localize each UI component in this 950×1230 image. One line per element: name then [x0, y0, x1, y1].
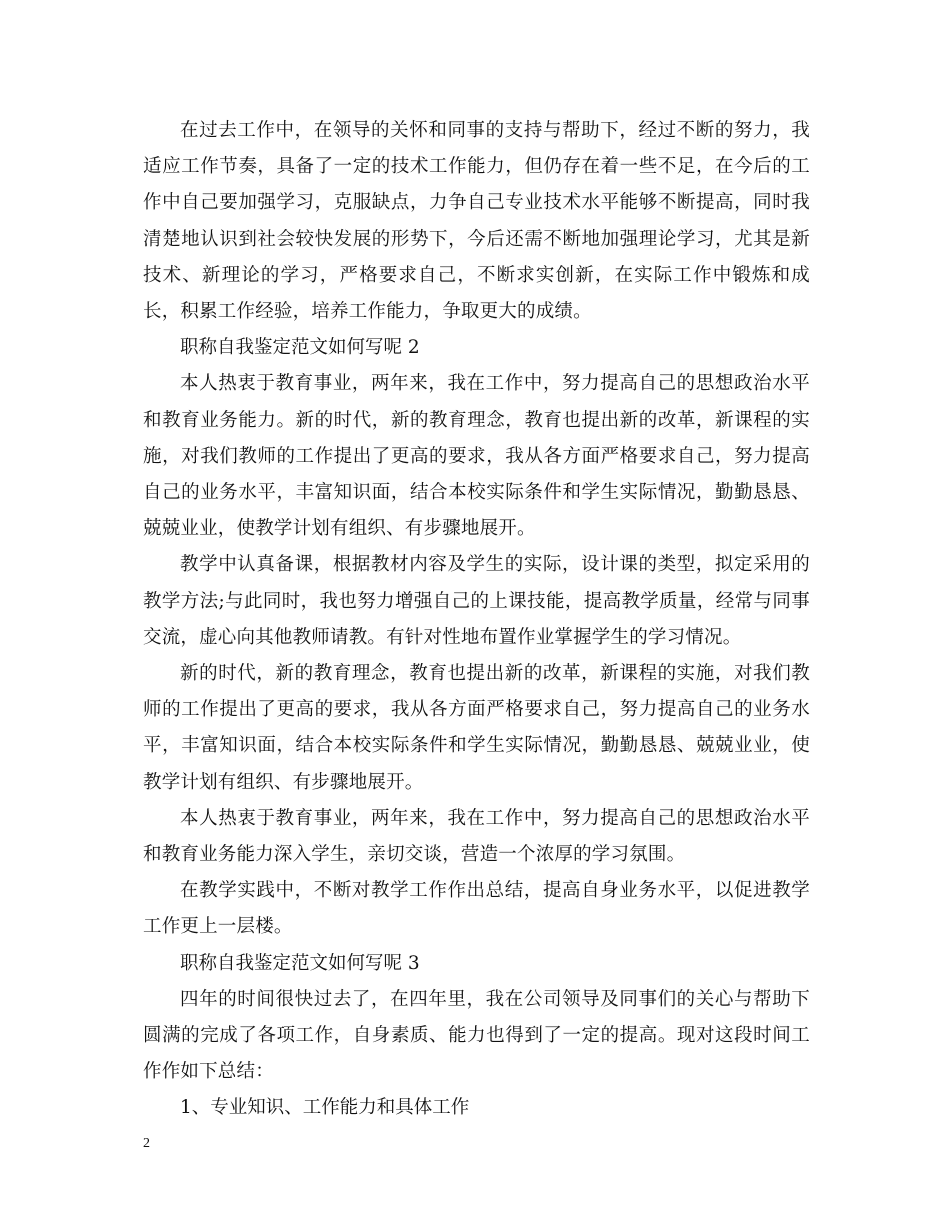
- section-heading: 职称自我鉴定范文如何写呢 2: [180, 337, 420, 359]
- paragraph: 新的时代，新的教育理念，教育也提出新的改革，新课程的实施，对我们教师的工作提出了更高的要求，我从各方面严格要求自己，努力提高自己的业务水平，丰富知识面，结合本校实际条件和学生实际情况，勤勤恳恳、兢兢业业，使教学计划有组织、有步骤地展开。: [143, 663, 810, 793]
- subsection-heading: 1、专业知识、工作能力和具体工作: [180, 1097, 470, 1119]
- page-number: 2: [143, 1136, 150, 1151]
- paragraph: 在过去工作中，在领导的关怀和同事的支持与帮助下，经过不断的努力，我适应工作节奏，具备了一定的技术工作能力，但仍存在着一些不足，在今后的工作中自己要加强学习，克服缺点，力争自己专业技术水平能够不断提高，同时我清楚地认识到社会较快发展的形势下，今后还需不断地加强理论学习，尤其是新技术、新理论的学习，严格要求自己，不断求实创新，在实际工作中锻炼和成长，积累工作经验，培养工作能力，争取更大的成绩。: [143, 120, 810, 323]
- paragraph: 本人热衷于教育事业，两年来，我在工作中，努力提高自己的思想政治水平和教育业务能力。新的时代，新的教育理念，教育也提出新的改革，新课程的实施，对我们教师的工作提出了更高的要求，我从各方面严格要求自己，努力提高自己的业务水平，丰富知识面，结合本校实际条件和学生实际情况，勤勤恳恳、兢兢业业，使教学计划有组织、有步骤地展开。: [143, 373, 810, 540]
- paragraph: 在教学实践中，不断对教学工作作出总结，提高自身业务水平，以促进教学工作更上一层楼。: [143, 880, 810, 938]
- document-body: [143, 113, 810, 1127]
- section-heading: 职称自我鉴定范文如何写呢 3: [180, 952, 420, 974]
- paragraph: 四年的时间很快过去了，在四年里，我在公司领导及同事们的关心与帮助下圆满的完成了各项工作，自身素质、能力也得到了一定的提高。现对这段时间工作作如下总结：: [143, 988, 810, 1083]
- paragraph: 教学中认真备课，根据教材内容及学生的实际，设计课的类型，拟定采用的教学方法;与此同时，我也努力增强自己的上课技能，提高教学质量，经常与同事交流，虚心向其他教师请教。有针对性地布置作业掌握学生的学习情况。: [143, 554, 810, 648]
- paragraph: 本人热衷于教育事业，两年来，我在工作中，努力提高自己的思想政治水平和教育业务能力深入学生，亲切交谈，营造一个浓厚的学习氛围。: [143, 807, 810, 866]
